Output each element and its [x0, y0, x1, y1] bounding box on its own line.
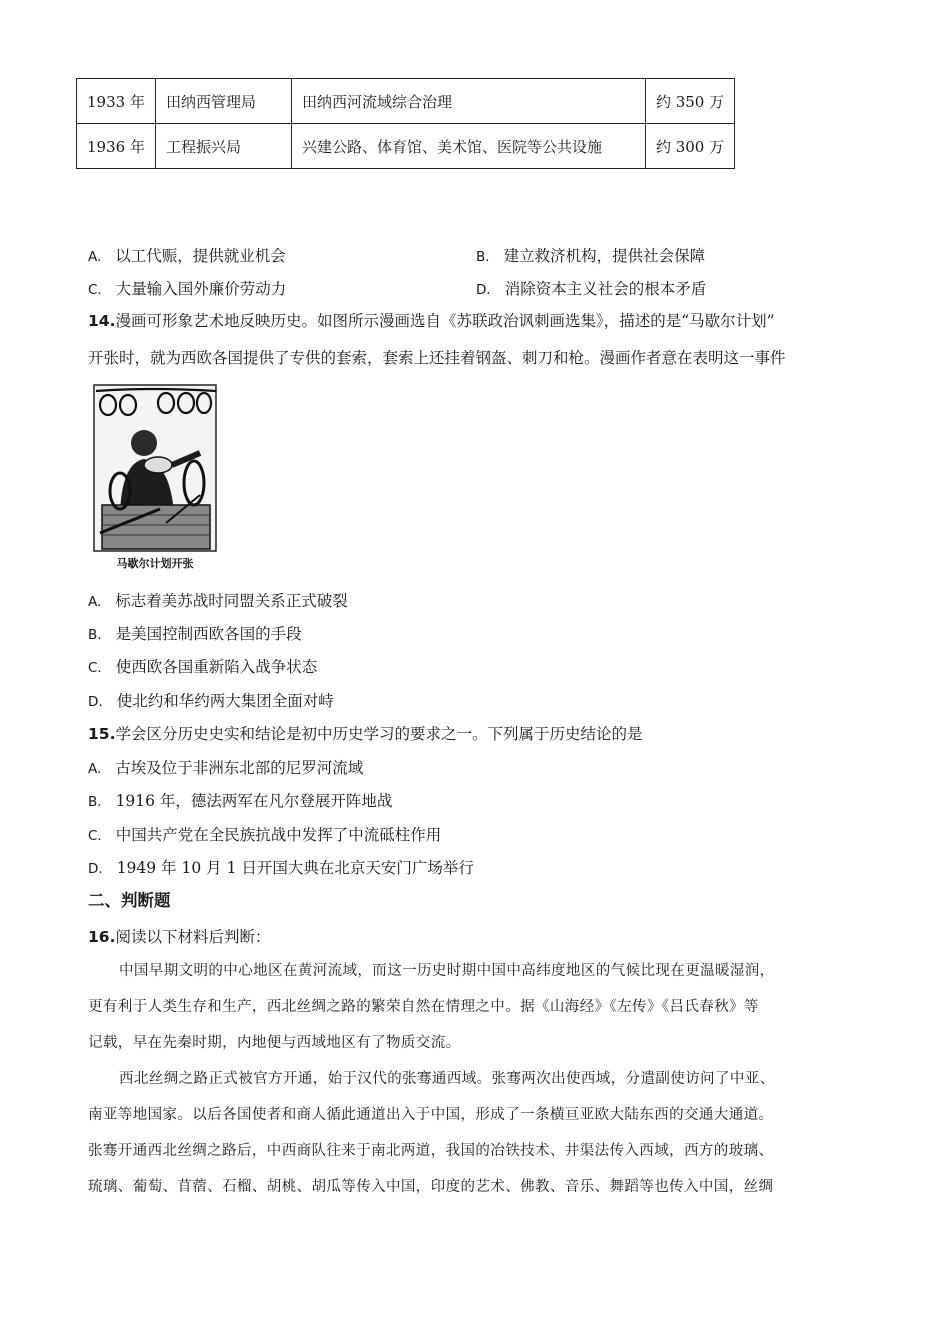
section-title: 二、判断题 [88, 891, 171, 910]
option-text: 是美国控制西欧各国的手段 [115, 625, 302, 643]
table-cell-year: 1933 年 [77, 79, 156, 124]
option-text: 消除资本主义社会的根本矛盾 [504, 280, 707, 298]
option-text: 建立救济机构，提供社会保障 [503, 247, 706, 265]
agency-table [76, 78, 735, 169]
table-row [77, 79, 735, 124]
q15-stem [88, 722, 642, 744]
option-text: 使西欧各国重新陷入战争状态 [115, 658, 318, 676]
table-cell-year: 1936 年 [77, 124, 156, 169]
q14-stem-line2 [88, 346, 786, 368]
option-text: 1949 年 10 月 1 日开国大典在北京天安门广场举行 [116, 859, 474, 877]
table-cell-project: 兴建公路、体育馆、美术馆、医院等公共设施 [291, 124, 645, 169]
q13-option-a [88, 244, 286, 266]
q14-option-a [88, 589, 348, 611]
option-letter: B. [88, 627, 102, 643]
option-text: 1916 年，德法两军在凡尔登展开阵地战 [115, 792, 393, 810]
marshall-plan-cartoon [90, 383, 220, 573]
option-letter: D. [476, 282, 491, 298]
option-text: 中国共产党在全民族抗战中发挥了中流砥柱作用 [115, 826, 442, 844]
question-text: 学会区分历史史实和结论是初中历史学习的要求之一。下列属于历史结论的是 [115, 725, 643, 743]
table-cell-project: 田纳西河流域综合治理 [291, 79, 645, 124]
option-text: 大量输入国外廉价劳动力 [115, 280, 287, 298]
material-line: 琉璃、葡萄、苜蓿、石榴、胡桃、胡瓜等传入中国，印度的艺术、佛教、音乐、舞蹈等也传入中国，丝绸 [88, 1179, 774, 1195]
q13-option-d [476, 277, 706, 299]
option-letter: D. [88, 861, 103, 877]
material-line: 西北丝绸之路正式被官方开通，始于汉代的张骞通西域。张骞两次出使西域，分遣副使访问了中亚、 [119, 1071, 775, 1087]
option-letter: C. [88, 828, 102, 844]
option-letter: A. [88, 249, 102, 265]
q14-stem-line1 [88, 309, 775, 331]
question-text: 阅读以下材料后判断： [115, 928, 271, 946]
option-letter: C. [88, 282, 102, 298]
table-cell-amount: 约 350 万 [645, 79, 734, 124]
table-cell-agency: 田纳西管理局 [155, 79, 291, 124]
option-letter: B. [476, 249, 490, 265]
material-line: 更有利于人类生存和生产，西北丝绸之路的繁荣自然在情理之中。据《山海经》《左传》《吕氏春秋》等 [88, 999, 759, 1015]
option-letter: D. [88, 694, 103, 710]
option-text: 标志着美苏战时同盟关系正式破裂 [115, 592, 348, 610]
question-number: 14. [88, 312, 116, 330]
q15-option-d [88, 856, 474, 878]
q14-option-d [88, 689, 334, 711]
option-letter: A. [88, 594, 102, 610]
material-line: 张骞开通西北丝绸之路后，中西商队往来于南北两道，我国的冶铁技术、井渠法传入西域，西方的玻璃、 [88, 1143, 774, 1159]
question-number: 16. [88, 928, 116, 946]
material-line: 记载，早在先秦时期，内地便与西域地区有了物质交流。 [88, 1035, 461, 1051]
material-line: 中国早期文明的中心地区在黄河流域，而这一历史时期中国中高纬度地区的气候比现在更温暖湿润， [119, 963, 775, 979]
question-text: 开张时，就为西欧各国提供了专供的套索，套索上还挂着钢盔、刺刀和枪。漫画作者意在表明这一事件 [88, 349, 786, 367]
material-line: 南亚等地国家。以后各国使者和商人循此通道出入于中国，形成了一条横亘亚欧大陆东西的交通大通道。 [88, 1107, 774, 1123]
q15-option-b [88, 789, 392, 811]
option-letter: A. [88, 761, 102, 777]
table-cell-amount: 约 300 万 [645, 124, 734, 169]
q15-option-c [88, 823, 441, 845]
q13-option-c [88, 277, 286, 299]
q14-option-b [88, 622, 302, 644]
option-text: 使北约和华约两大集团全面对峙 [116, 692, 334, 710]
q15-option-a [88, 756, 363, 778]
question-number: 15. [88, 725, 116, 743]
cartoon-caption: 马歇尔计划开张 [116, 557, 194, 570]
q16-stem [88, 925, 270, 947]
table-row [77, 124, 735, 169]
table-cell-agency: 工程振兴局 [155, 124, 291, 169]
option-text: 古埃及位于非洲东北部的尼罗河流域 [115, 759, 364, 777]
option-letter: B. [88, 794, 102, 810]
option-letter: C. [88, 660, 102, 676]
option-text: 以工代赈，提供就业机会 [115, 247, 286, 265]
q14-option-c [88, 655, 317, 677]
question-text: 漫画可形象艺术地反映历史。如图所示漫画选自《苏联政治讽刺画选集》，描述的是“马歇尔计划” [115, 312, 775, 330]
q13-option-b [476, 244, 705, 266]
